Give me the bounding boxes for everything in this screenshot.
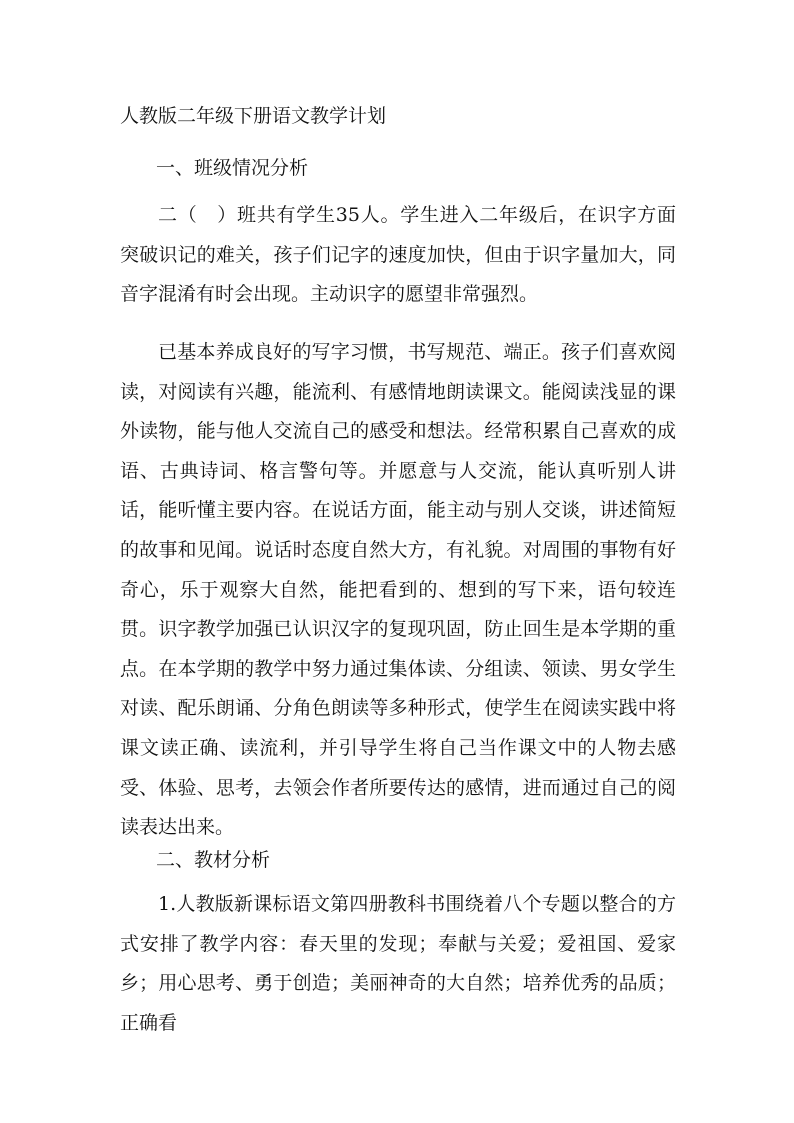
paragraph-class-overview: 二（ ）班共有学生35人。学生进入二年级后，在识字方面突破识记的难关，孩子们记字的速度加快，但由于识字量加大，同音字混淆有时会出现。主动识字的愿望非常强烈。: [120, 204, 676, 306]
paragraph-reading-habits: 已基本养成良好的写字习惯，书写规范、端正。孩子们喜欢阅读，对阅读有兴趣，能流利、有感情地朗读课文。能阅读浅显的课外读物，能与他人交流自己的感受和想法。经常积累自己喜欢的成语、古典诗词、格言警句等。并愿意与人交流，能认真听别人讲话，能听懂主要内容。在说话方面，能主动与别人交谈，讲述简短的故事和见闻。说话时态度自然大方，有礼貌。对周围的事物有好奇心，乐于观察大自然，能把看到的、想到的写下来，语句较连贯。识字教学加强已认识汉字的复现巩固，防止回生是本学期的重点。在本学期的教学中努力通过集体读、分组读、领读、男女学生对读、配乐朗诵、分角色朗读等多种形式，使学生在阅读实践中将课文读正确、读流利，并引导学生将自己当作课文中的人物去感受、体验、思考，去领会作者所要传达的感情，进而通过自己的阅读表达出来。: [120, 341, 676, 839]
paragraph-textbook-topics: 1.人教版新课标语文第四册教科书围绕着八个专题以整合的方式安排了教学内容：春天里的发现；奉献与关爱；爱祖国、爱家乡；用心思考、勇于创造；美丽神奇的大自然；培养优秀的品质；正确看: [120, 893, 676, 1034]
section-heading-class-analysis: 一、班级情况分析: [156, 157, 309, 179]
section-heading-textbook-analysis: 二、教材分析: [156, 849, 271, 871]
document-title: 人教版二年级下册语文教学计划: [120, 105, 387, 127]
